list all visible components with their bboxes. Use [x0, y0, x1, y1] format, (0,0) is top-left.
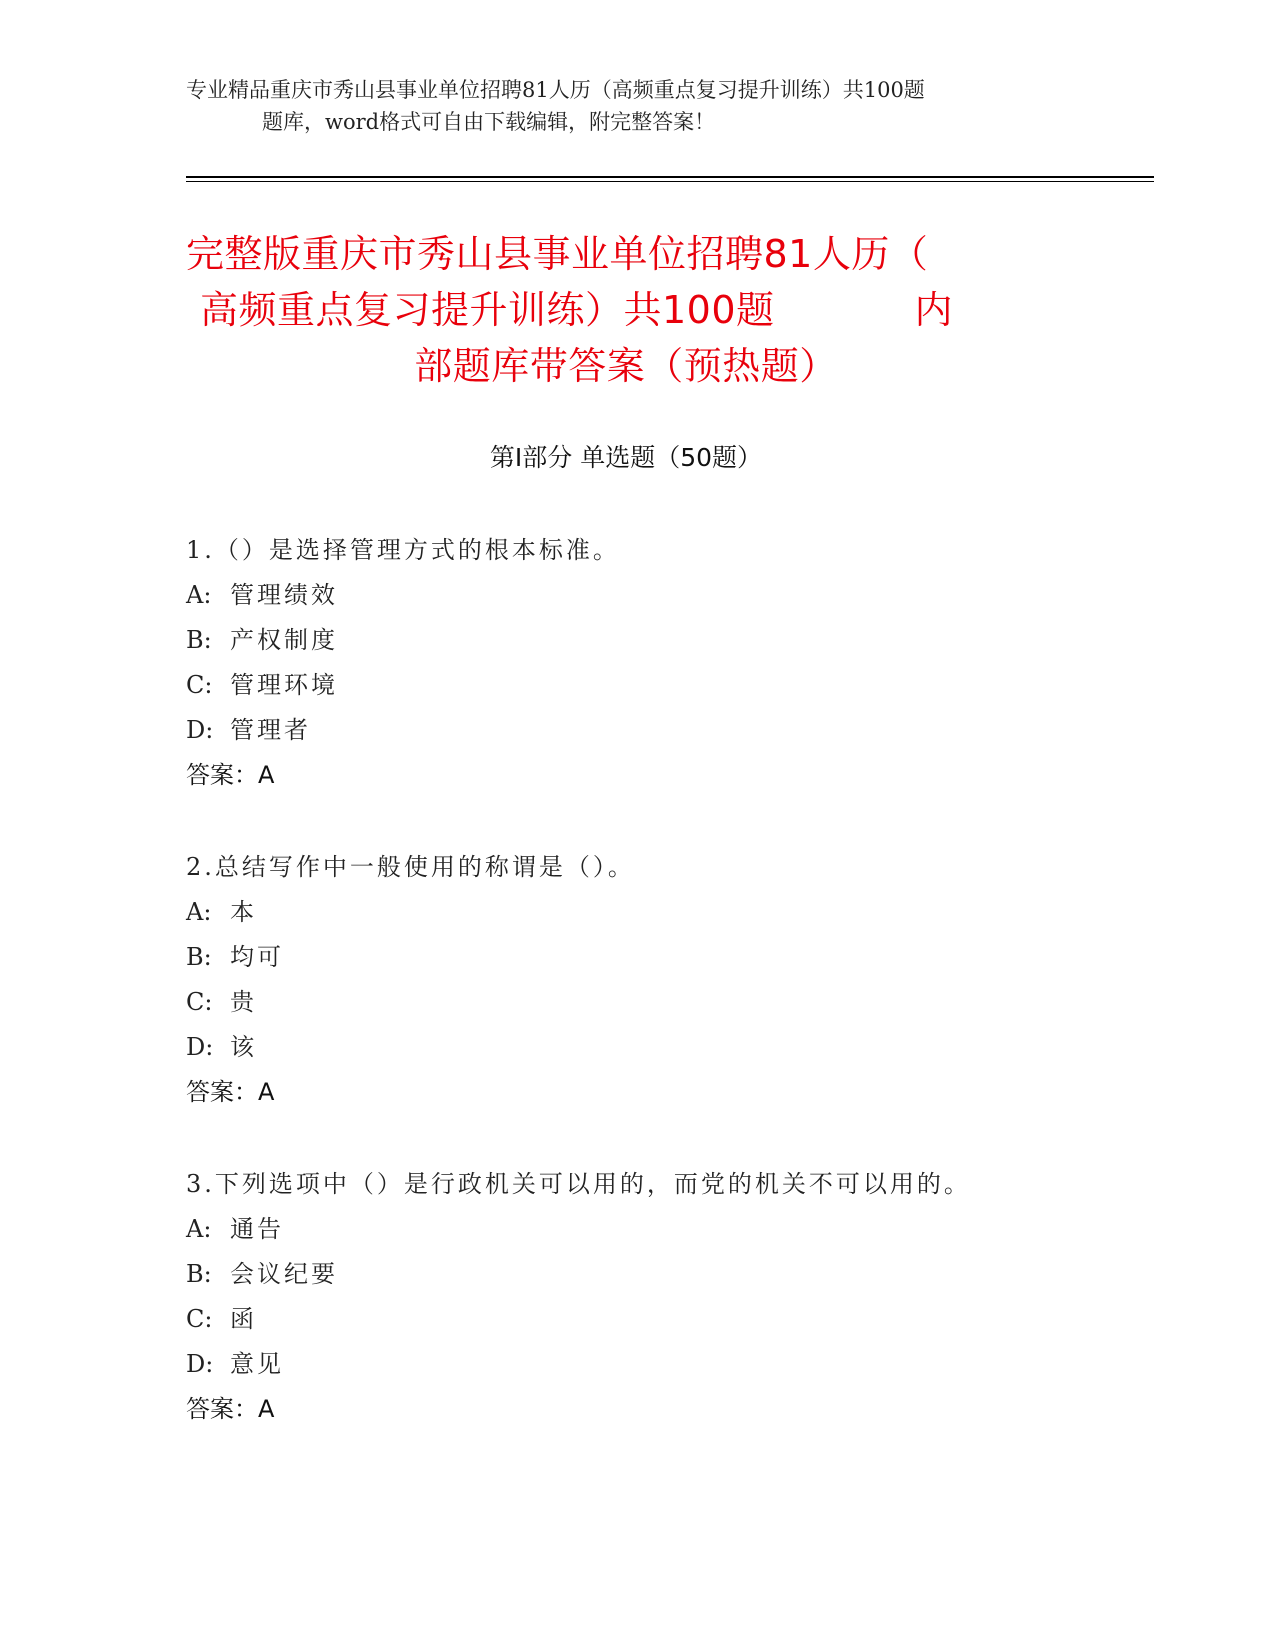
question-stem: 2.总结写作中一般使用的称谓是（）。	[186, 853, 635, 881]
option-a	[186, 1207, 1186, 1252]
header-note-line-1: 专业精品重庆市秀山县事业单位招聘81人历（高频重点复习提升训练）共100题	[186, 78, 925, 102]
option-label: A:	[186, 581, 212, 609]
question-stem: 3.下列选项中（）是行政机关可以用的，而党的机关不可以用的。	[186, 1170, 971, 1198]
title-line-3: 部题库带答案（预热题）	[414, 344, 838, 388]
title-line-2	[186, 282, 1066, 338]
option-text: 该	[230, 1033, 257, 1061]
option-text: 管理环境	[230, 671, 338, 699]
option-label: D:	[186, 716, 214, 744]
option-label: D:	[186, 1033, 214, 1061]
option-text: 均可	[230, 943, 284, 971]
question-3	[186, 1162, 1186, 1432]
title-line-2-main: 高频重点复习提升训练）共100题	[200, 288, 775, 332]
option-label: D:	[186, 1350, 214, 1378]
question-1	[186, 528, 1186, 798]
option-text: 管理绩效	[230, 581, 338, 609]
answer: 答案：A	[186, 761, 275, 789]
option-c	[186, 980, 1186, 1025]
option-b	[186, 618, 1186, 663]
option-text: 通告	[230, 1215, 284, 1243]
option-label: A:	[186, 898, 212, 926]
header-rule-thin	[186, 181, 1154, 182]
option-b	[186, 935, 1186, 980]
option-a	[186, 573, 1186, 618]
option-text: 贵	[230, 988, 257, 1016]
option-text: 管理者	[230, 716, 311, 744]
option-label: B:	[186, 1260, 212, 1288]
option-d	[186, 1342, 1186, 1387]
section-title: 第Ⅰ部分 单选题（50题）	[489, 443, 763, 472]
header-note-line-2: 题库，word格式可自由下载编辑，附完整答案！	[262, 110, 716, 134]
option-c	[186, 663, 1186, 708]
option-d	[186, 708, 1186, 753]
option-b	[186, 1252, 1186, 1297]
option-text: 会议纪要	[230, 1260, 338, 1288]
option-label: C:	[186, 1305, 213, 1333]
option-text: 函	[230, 1305, 257, 1333]
option-label: C:	[186, 671, 213, 699]
title-line-2-tail: 内	[914, 288, 954, 332]
option-a	[186, 890, 1186, 935]
document-title	[186, 226, 1066, 394]
question-stem: 1.（）是选择管理方式的根本标准。	[186, 536, 620, 564]
question-2	[186, 845, 1186, 1115]
option-label: A:	[186, 1215, 212, 1243]
option-text: 意见	[230, 1350, 284, 1378]
option-label: B:	[186, 943, 212, 971]
question-list	[186, 528, 1186, 1479]
answer: 答案：A	[186, 1078, 275, 1106]
option-c	[186, 1297, 1186, 1342]
option-d	[186, 1025, 1186, 1070]
answer: 答案：A	[186, 1395, 275, 1423]
title-line-1: 完整版重庆市秀山县事业单位招聘81人历（	[186, 232, 929, 276]
option-text: 产权制度	[230, 626, 338, 654]
option-text: 本	[230, 898, 257, 926]
header-note	[186, 74, 1066, 138]
option-label: B:	[186, 626, 212, 654]
option-label: C:	[186, 988, 213, 1016]
header-rule-thick	[186, 176, 1154, 178]
